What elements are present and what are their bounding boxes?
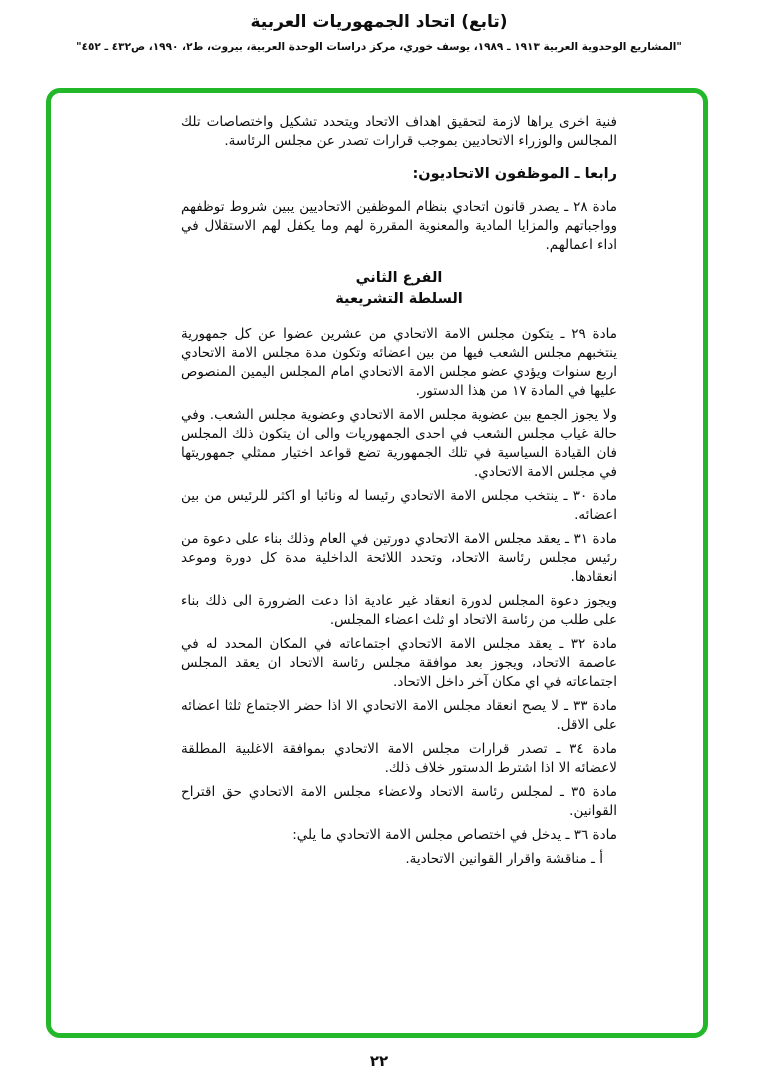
article-36: مادة ٣٦ ـ يدخل في اختصاص مجلس الامة الاتحادي ما يلي: — [292, 827, 617, 843]
green-border-frame — [46, 88, 708, 1038]
heading-legislative-authority: السلطة التشريعية — [335, 291, 463, 307]
heading-branch-two: الفرع الثاني — [355, 270, 443, 286]
article-31: مادة ٣١ ـ يعقد مجلس الامة الاتحادي دورتين في العام وذلك بناء على دعوة من رئيس مجلس رئاسة الاتحاد، وتحدد اللائحة الداخلية مدة كل دورة وموعد انعقادها. — [181, 531, 617, 585]
heading-section-four-federal-employees: رابعا ـ الموظفون الاتحاديون: — [412, 166, 617, 182]
article-29-continuation: ولا يجوز الجمع بين عضوية مجلس الامة الاتحادي وعضوية مجلس الشعب. وفي حالة غياب مجلس الشعب في احدى الجمهوريات والى ان يتكون ذلك المجلس فان القيادة السياسية في تلك الجمهورية تضع قواعد اختيار ممثلي جمهوريتها في مجلس الامة الاتحادي. — [181, 407, 617, 480]
article-34: مادة ٣٤ ـ تصدر قرارات مجلس الامة الاتحادي بموافقة الاغلبية المطلقة لاعضائه الا اذا اشترط الدستور خلاف ذلك. — [181, 741, 617, 776]
document-body — [51, 93, 703, 1033]
article-35: مادة ٣٥ ـ لمجلس رئاسة الاتحاد ولاعضاء مجلس الامة الاتحادي حق اقتراح القوانين. — [181, 784, 617, 819]
article-30: مادة ٣٠ ـ ينتخب مجلس الامة الاتحادي رئيسا له ونائبا او اكثر للرئيس من بين اعضائه. — [181, 488, 617, 523]
article-29: مادة ٢٩ ـ يتكون مجلس الامة الاتحادي من عشرين عضوا عن كل جمهورية ينتخبهم مجلس الشعب فيها من بين اعضائه وتكون مدة مجلس الامة الاتحادي اربع سنوات ويؤدي عضو مجلس الامة الاتحادي امام المجلس اليمين المنصوص عليها في المادة ١٧ من هذا الدستور. — [181, 326, 617, 399]
document-title: (تابع) اتحاد الجمهوريات العربية — [250, 12, 508, 32]
article-33: مادة ٣٣ ـ لا يصح انعقاد مجلس الامة الاتحادي الا اذا حضر الاجتماع ثلثا اعضائه على الاقل. — [181, 698, 617, 733]
article-31-continuation: ويجوز دعوة المجلس لدورة انعقاد غير عادية اذا دعت الضرورة الى ذلك بناء على طلب من رئاسة الاتحاد او ثلث اعضاء المجلس. — [181, 593, 617, 628]
paragraph-intro-continuation: فنية اخرى يراها لازمة لتحقيق اهداف الاتحاد ويتحدد تشكيل واختصاصات تلك المجالس والوزراء الاتحاديين بموجب قرارات تصدر عن مجلس الرئاسة. — [181, 114, 617, 149]
page-number: ٢٢ — [369, 1052, 389, 1070]
page-header — [0, 12, 758, 53]
article-36-item-a: أ ـ مناقشة واقرار القوانين الاتحادية. — [405, 851, 603, 867]
article-32: مادة ٣٢ ـ يعقد مجلس الامة الاتحادي اجتماعاته في المكان المحدد له في عاصمة الاتحاد، ويجوز بعد موافقة مجلس رئاسة الاتحاد ان يعقد المجلس اجتماعاته في اي مكان آخر داخل الاتحاد. — [181, 636, 617, 690]
article-28: مادة ٢٨ ـ يصدر قانون اتحادي بنظام الموظفين الاتحاديين يبين شروط توظفهم وواجباتهم والمزايا المادية والمعنوية المقررة لهم وما يكفل لهم الاستقلال في اداء اعمالهم. — [181, 199, 617, 253]
source-citation-line: "المشاريع الوحدوية العربية ١٩١٣ ـ ١٩٨٩، يوسف خوري، مركز دراسات الوحدة العربية، بيروت، ط٢، ١٩٩٠، ص٤٣٢ ـ ٤٥٢" — [76, 41, 682, 53]
